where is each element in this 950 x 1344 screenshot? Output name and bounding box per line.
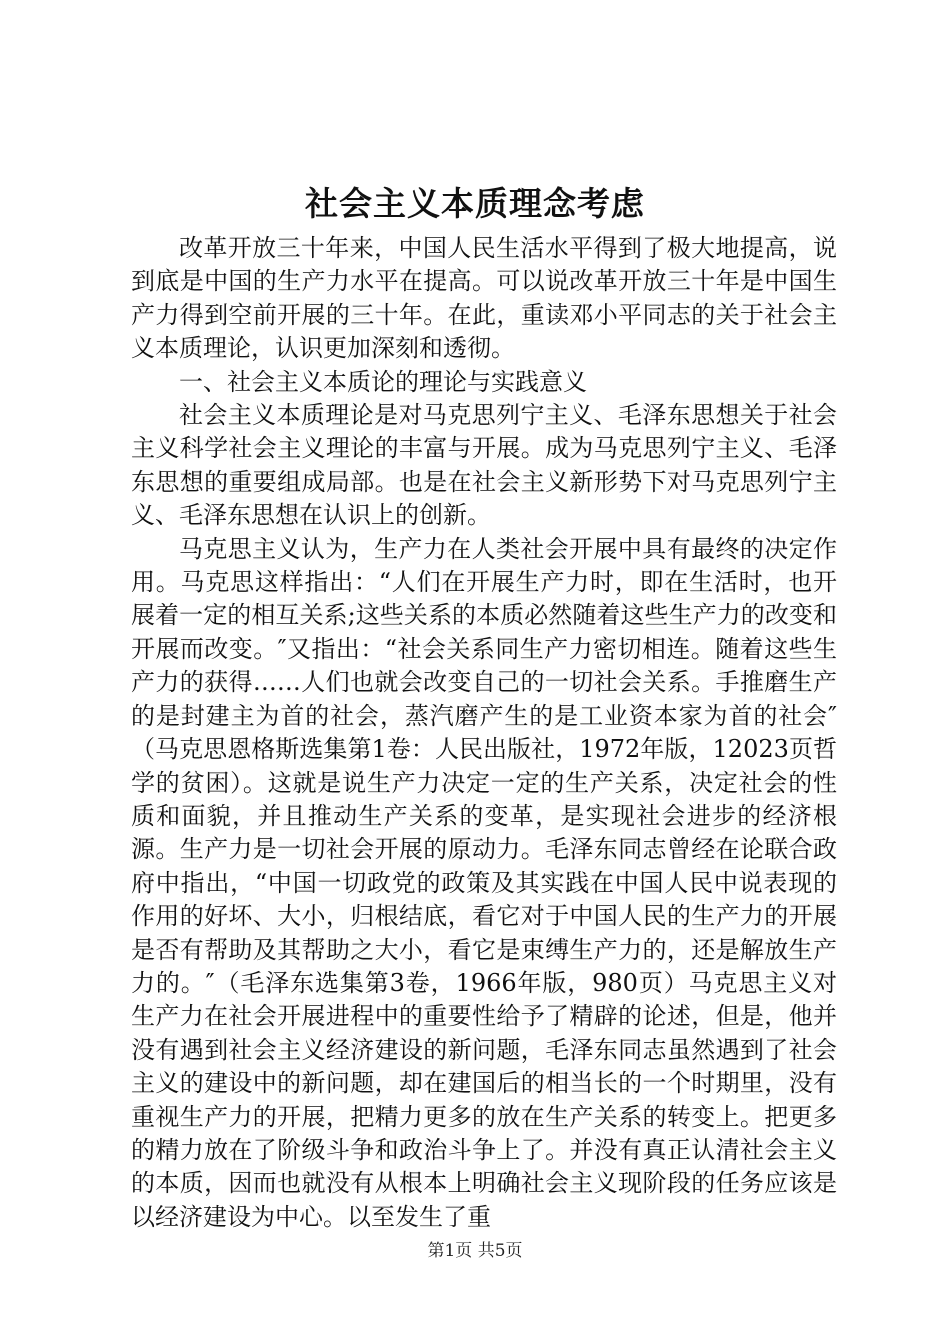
document-title: 社会主义本质理念考虑: [305, 184, 645, 223]
paragraph-intro: 改革开放三十年来，中国人民生活水平得到了极大地提高，说到底是中国的生产力水平在提高。可以说改革开放三十年是中国生产力得到空前开展的三十年。在此，重读邓小平同志的关于社会主义本质理论，认识更加深刻和透彻。: [131, 234, 837, 363]
document-body: [131, 232, 837, 1234]
section-heading: 一、社会主义本质论的理论与实践意义: [179, 367, 587, 396]
paragraph-theory: 社会主义本质理论是对马克思列宁主义、毛泽东思想关于社会主义科学社会主义理论的丰富与开展。成为马克思列宁主义、毛泽东思想的重要组成局部。也是在社会主义新形势下对马克思列宁主义、毛泽东思想在认识上的创新。: [131, 401, 837, 530]
paragraph-marxism: 马克思主义认为，生产力在人类社会开展中具有最终的决定作用。马克思这样指出：“人们在开展生产力时，即在生活时，也开展着一定的相互关系;这些关系的本质必然随着这些生产力的改变和开展而改变。″又指出：“社会关系同生产力密切相连。随着这些生产力的获得……人们也就会改变自己的一切社会关系。手推磨生产的是封建主为首的社会，蒸汽磨产生的是工业资本家为首的社会″（马克思恩格斯选集第1卷：人民出版社，1972年版，12023页哲学的贫困）。这就是说生产力决定一定的生产关系，决定社会的性质和面貌，并且推动生产关系的变革，是实现社会进步的经济根源。生产力是一切社会开展的原动力。毛泽东同志曾经在论联合政府中指出，“中国一切政党的政策及其实践在中国人民中说表现的作用的好坏、大小，归根结底，看它对于中国人民的生产力的开展是否有帮助及其帮助之大小，看它是束缚生产力的，还是解放生产力的。″（毛泽东选集第3卷，1966年版，980页）马克思主义对生产力在社会开展进程中的重要性给予了精辟的论述，但是，他并没有遇到社会主义经济建设的新问题，毛泽东同志虽然遇到了社会主义的建设中的新问题，却在建国后的相当长的一个时期里，没有重视生产力的开展，把精力更多的放在生产关系的转变上。把更多的精力放在了阶级斗争和政治斗争上了。并没有真正认清社会主义的本质，因而也就没有从根本上明确社会主义现阶段的任务应该是以经济建设为中心。以至发生了重: [131, 534, 837, 1231]
page-footer: 第1页 共5页: [427, 1241, 523, 1261]
